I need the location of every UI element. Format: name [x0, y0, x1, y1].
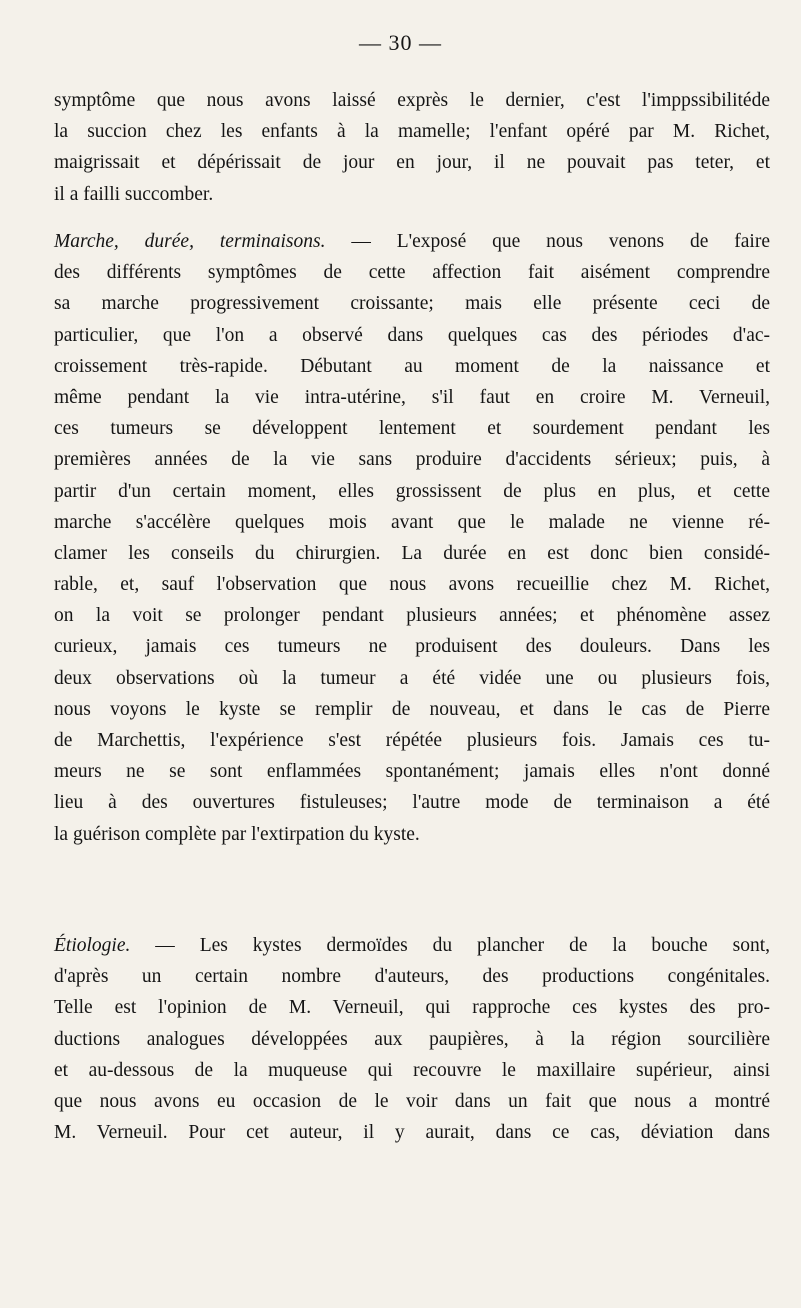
text-line	[54, 930, 770, 961]
text-line: symptôme que nous avons laissé exprès le dernier, c'est l'imppssibilitéde	[54, 90, 770, 111]
text-line: même pendant la vie intra-utérine, s'il faut en croire M. Verneuil,	[54, 386, 770, 408]
text-line: meurs ne se sont enflammées spontanément; jamais elles n'ont donné	[54, 761, 770, 783]
text-line: premières années de la vie sans produire d'accidents sérieux; puis, à	[54, 449, 770, 471]
text-line: clamer les conseils du chirurgien. La durée en est donc bien considé-	[54, 542, 770, 564]
text-line	[54, 226, 770, 257]
text-line: il a failli succomber.	[54, 183, 214, 205]
text-line: rable, et, sauf l'observation que nous avons recueillie chez M. Richet,	[54, 574, 770, 596]
text-line: ductions analogues développées aux paupières, à la région sourcilière	[54, 1028, 770, 1050]
section-heading-etiologie: Étiologie.	[54, 935, 131, 956]
text-line-rest: — Les kystes dermoïdes du plancher de la bouche sont,	[130, 935, 770, 956]
text-line: que nous avons eu occasion de le voir dans un fait que nous a montré	[54, 1090, 770, 1112]
text-line: on la voit se prolonger pendant plusieurs années; et phénomène assez	[54, 605, 770, 627]
text-line: maigrissait et dépérissait de jour en jour, il ne pouvait pas teter, et	[54, 152, 770, 174]
text-line: M. Verneuil. Pour cet auteur, il y aurait, dans ce cas, déviation dans	[54, 1122, 770, 1144]
text-line: deux observations où la tumeur a été vidée une ou plusieurs fois,	[54, 667, 770, 689]
text-line: lieu à des ouvertures fistuleuses; l'autre mode de terminaison a été	[54, 792, 770, 814]
section-heading-marche: Marche, durée, terminaisons.	[54, 231, 326, 252]
text-line: d'après un certain nombre d'auteurs, des productions congénitales.	[54, 966, 770, 988]
text-line: marche s'accélère quelques mois avant que le malade ne vienne ré-	[54, 511, 770, 533]
text-line: Telle est l'opinion de M. Verneuil, qui rapproche ces kystes des pro-	[54, 997, 770, 1019]
text-line: curieux, jamais ces tumeurs ne produisent des douleurs. Dans les	[54, 636, 770, 658]
paragraph-3	[54, 930, 770, 1148]
text-line: sa marche progressivement croissante; mais elle présente ceci de	[54, 293, 770, 315]
text-line: ces tumeurs se développent lentement et sourdement pendant les	[54, 418, 770, 440]
text-line: la succion chez les enfants à la mamelle; l'enfant opéré par M. Richet,	[54, 121, 770, 143]
text-line: particulier, que l'on a observé dans quelques cas des périodes d'ac-	[54, 324, 770, 346]
page-number: — 30 —	[359, 30, 442, 55]
text-line: des différents symptômes de cette affection fait aisément comprendre	[54, 262, 770, 284]
paragraph-1	[54, 85, 770, 210]
text-line: nous voyons le kyste se remplir de nouveau, et dans le cas de Pierre	[54, 698, 770, 720]
text-line: partir d'un certain moment, elles grossissent de plus en plus, et cette	[54, 480, 770, 502]
text-line: croissement très-rapide. Débutant au moment de la naissance et	[54, 355, 770, 377]
text-line: la guérison complète par l'extirpation du kyste.	[54, 823, 420, 845]
text-line: et au-dessous de la muqueuse qui recouvre le maxillaire supérieur, ainsi	[54, 1059, 770, 1081]
text-line-rest: — L'exposé que nous venons de faire	[325, 231, 770, 252]
paragraph-2	[54, 226, 770, 850]
text-line: de Marchettis, l'expérience s'est répétée plusieurs fois. Jamais ces tu-	[54, 730, 770, 751]
